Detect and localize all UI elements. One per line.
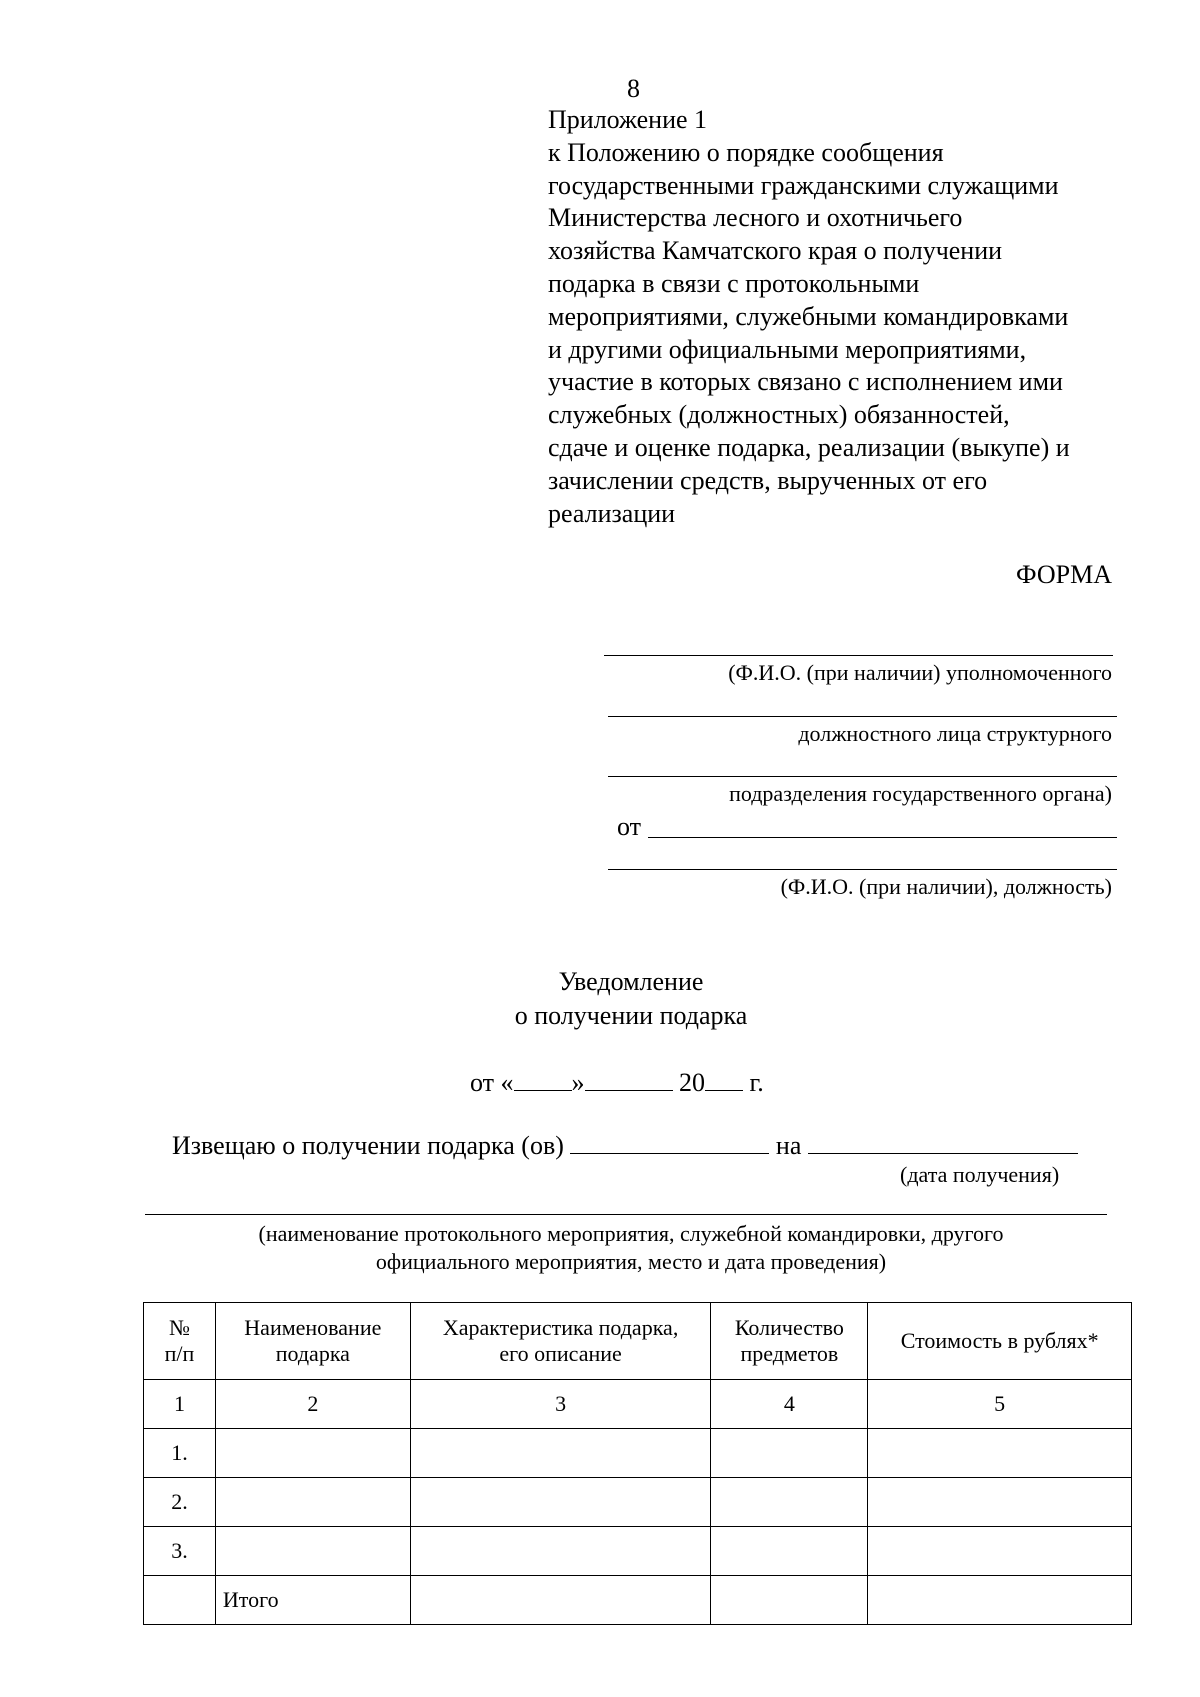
addressee-line-1[interactable]	[604, 655, 1113, 656]
addressee-line-3[interactable]	[608, 776, 1117, 777]
year-field[interactable]	[705, 1066, 743, 1091]
notice-subtitle: о получении подарка	[514, 1001, 748, 1030]
appendix-line: хозяйства Камчатского края о получении	[548, 236, 1003, 266]
receipt-date-field[interactable]	[808, 1129, 1078, 1154]
cell-cost[interactable]	[868, 1478, 1132, 1527]
report-text: Извещаю о получении подарка (ов)	[172, 1131, 564, 1160]
from-label: от	[617, 812, 642, 841]
table-row	[144, 1527, 1132, 1576]
cell-gift-name[interactable]	[215, 1429, 410, 1478]
event-line[interactable]	[145, 1214, 1107, 1215]
total-description[interactable]	[410, 1576, 711, 1625]
year-suffix: г.	[749, 1068, 764, 1097]
total-row	[144, 1576, 1132, 1625]
notice-date-line	[470, 1066, 764, 1098]
cell-description[interactable]	[410, 1527, 711, 1576]
table-header-row	[144, 1303, 1132, 1380]
gift-field[interactable]	[570, 1129, 769, 1154]
notice-title: Уведомление	[558, 967, 704, 996]
appendix-line: подарка в связи с протокольными	[548, 268, 920, 298]
addressee-caption-2: должностного лица структурного	[798, 721, 1112, 746]
appendix-line: реализации	[548, 498, 676, 528]
cell-quantity[interactable]	[711, 1429, 868, 1478]
appendix-line: Министерства лесного и охотничьего	[548, 203, 963, 233]
month-field[interactable]	[585, 1066, 673, 1091]
row-number: 2.	[144, 1478, 216, 1527]
on-label: на	[775, 1131, 802, 1160]
header-number: № п/п	[144, 1303, 216, 1380]
year-prefix: 20	[679, 1068, 706, 1097]
receipt-date-caption: (дата получения)	[900, 1162, 1060, 1187]
sender-line[interactable]	[608, 869, 1117, 870]
cell-quantity[interactable]	[711, 1527, 868, 1576]
cell-description[interactable]	[410, 1478, 711, 1527]
event-caption	[120, 1220, 1142, 1276]
column-number: 3	[410, 1380, 711, 1429]
sender-caption: (Ф.И.О. (при наличии), должность)	[780, 874, 1112, 899]
addressee-line-2[interactable]	[608, 716, 1117, 717]
table-row	[144, 1429, 1132, 1478]
cell-cost[interactable]	[868, 1527, 1132, 1576]
cell-cost[interactable]	[868, 1429, 1132, 1478]
row-number: 3.	[144, 1527, 216, 1576]
column-number: 1	[144, 1380, 216, 1429]
addressee-caption-1: (Ф.И.О. (при наличии) уполномоченного	[728, 660, 1112, 685]
total-quantity[interactable]	[711, 1576, 868, 1625]
cell-gift-name[interactable]	[215, 1478, 410, 1527]
cell-quantity[interactable]	[711, 1478, 868, 1527]
appendix-line: государственными гражданскими служащими	[548, 170, 1059, 200]
event-caption-line-2: официального мероприятия, место и дата проведения)	[375, 1249, 887, 1274]
report-line	[172, 1129, 1078, 1161]
date-from-label: от «	[470, 1068, 514, 1097]
column-numbers-row	[144, 1380, 1132, 1429]
appendix-line: участие в которых связано с исполнением ими	[548, 367, 1063, 397]
gifts-table	[143, 1302, 1132, 1625]
total-cost[interactable]	[868, 1576, 1132, 1625]
appendix-line: и другими официальными мероприятиями,	[548, 334, 1027, 364]
total-number-cell	[144, 1576, 216, 1625]
day-field[interactable]	[514, 1066, 572, 1091]
header-description: Характеристика подарка, его описание	[410, 1303, 711, 1380]
event-caption-line-1: (наименование протокольного мероприятия, служебной командировки, другого	[258, 1221, 1004, 1246]
header-cost: Стоимость в рублях*	[868, 1303, 1132, 1380]
appendix-line: сдаче и оценке подарка, реализации (выкупе) и	[548, 432, 1070, 462]
form-label: ФОРМА	[1016, 560, 1112, 589]
date-close-quote: »	[571, 1068, 585, 1097]
addressee-caption-3: подразделения государственного органа)	[729, 781, 1112, 806]
appendix-header	[548, 104, 1188, 530]
column-number: 5	[868, 1380, 1132, 1429]
column-number: 4	[711, 1380, 868, 1429]
page-number: 8	[627, 74, 640, 103]
appendix-line: Приложение 1	[548, 105, 708, 134]
header-gift-name: Наименование подарка	[215, 1303, 410, 1380]
table-row	[144, 1478, 1132, 1527]
appendix-line: зачислении средств, вырученных от его	[548, 465, 988, 495]
cell-description[interactable]	[410, 1429, 711, 1478]
row-number: 1.	[144, 1429, 216, 1478]
column-number: 2	[215, 1380, 410, 1429]
appendix-line: мероприятиями, служебными командировками	[548, 301, 1069, 331]
total-label: Итого	[215, 1576, 410, 1625]
cell-gift-name[interactable]	[215, 1527, 410, 1576]
header-quantity: Количество предметов	[711, 1303, 868, 1380]
from-line[interactable]	[648, 837, 1117, 838]
appendix-line: к Положению о порядке сообщения	[548, 137, 944, 167]
appendix-line: служебных (должностных) обязанностей,	[548, 400, 1010, 430]
